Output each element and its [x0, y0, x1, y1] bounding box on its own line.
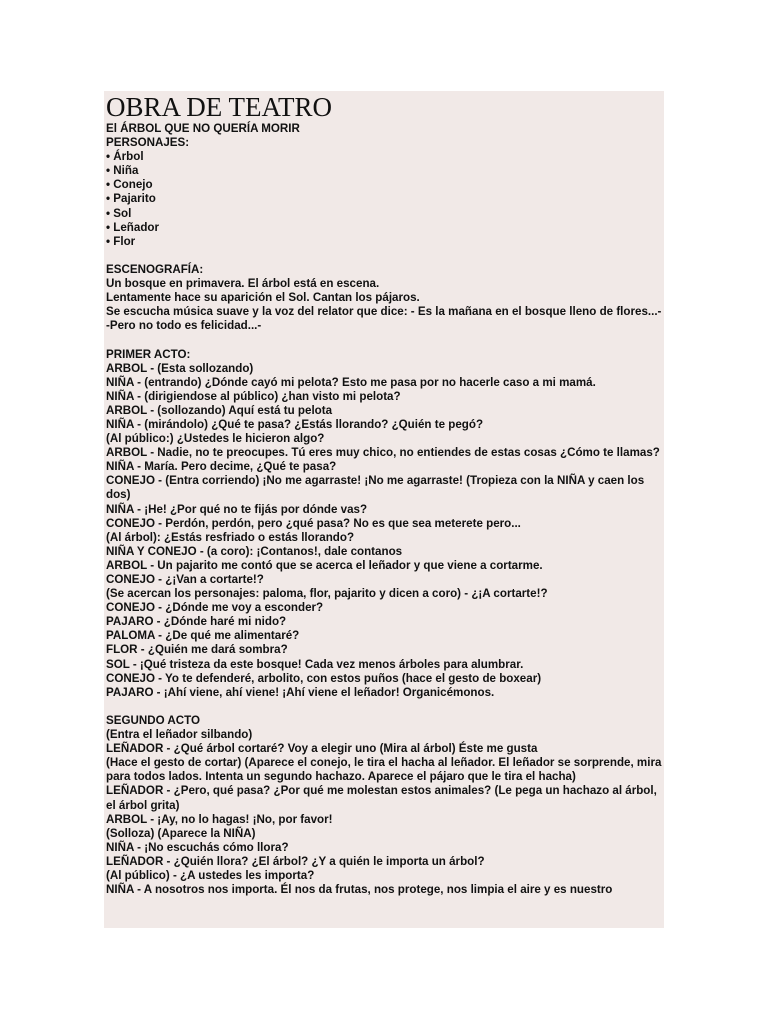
text-line: NIÑA - (dirigiendose al público) ¿han visto mi pelota? — [106, 389, 401, 403]
text-line: • Árbol — [106, 150, 144, 164]
text-line: Lentamente hace su aparición el Sol. Cantan los pájaros. — [106, 291, 420, 305]
text-line: NIÑA Y CONEJO - (a coro): ¡Contanos!, dale contanos — [106, 544, 403, 558]
text-line: (Hace el gesto de cortar) (Aparece el conejo, le tira el hacha al leñador. El leñador se sorprende, mira para todos lados. Intenta un segundo hachazo. Aparece el pájaro que le tira el hacha) — [106, 756, 665, 784]
text-line: • Conejo — [106, 178, 153, 192]
document-body — [106, 122, 665, 897]
text-line: • Niña — [106, 164, 139, 178]
text-line: El ÁRBOL QUE NO QUERÍA MORIR — [106, 122, 300, 135]
text-line: LEÑADOR - ¿Pero, qué pasa? ¿Por qué me molestan estos animales? (Le pega un hachazo al árbol, el árbol grita) — [106, 784, 661, 812]
text-line: PERSONAJES: — [106, 136, 190, 150]
blank-line — [106, 700, 662, 714]
text-line: ARBOL - (Esta sollozando) — [106, 361, 254, 375]
text-line: LEÑADOR - ¿Qué árbol cortaré? Voy a elegir uno (Mira al árbol) Éste me gusta — [106, 742, 538, 756]
text-line: (Entra el leñador silbando) — [106, 728, 253, 742]
blank-line — [106, 249, 662, 263]
text-line: CONEJO - ¿¡Van a cortarte!? — [106, 573, 264, 586]
text-line: • Leñador — [106, 220, 160, 234]
text-line: NIÑA - ¡No escuchás cómo llora? — [106, 840, 289, 854]
text-line: PAJARO - ¡Ahí viene, ahí viene! ¡Ahí viene el leñador! Organicémonos. — [106, 685, 495, 699]
text-line: (Al público) - ¿A ustedes les importa? — [106, 868, 315, 882]
text-line: (Se acercan los personajes: paloma, flor, pajarito y dicen a coro) - ¿¡A cortarte!? — [106, 587, 548, 601]
text-line: ARBOL - Nadie, no te preocupes. Tú eres muy chico, no entiendes de estas cosas ¿Cómo te llamas? — [106, 446, 660, 460]
blank-line — [106, 333, 662, 347]
text-line: ARBOL - (sollozando) Aquí está tu pelota — [106, 403, 333, 417]
text-line: Un bosque en primavera. El árbol está en escena. — [106, 277, 380, 291]
text-line: CONEJO - ¿Dónde me voy a esconder? — [106, 601, 324, 615]
text-line: CONEJO - Yo te defenderé, arbolito, con estos puños (hace el gesto de boxear) — [106, 671, 542, 685]
text-line: NIÑA - (entrando) ¿Dónde cayó mi pelota? Esto me pasa por no hacerle caso a mi mamá. — [106, 375, 596, 389]
text-line: -Pero no todo es felicidad...- — [106, 319, 262, 333]
text-line: FLOR - ¿Quién me dará sombra? — [106, 643, 288, 657]
text-line: CONEJO - (Entra corriendo) ¡No me agarraste! ¡No me agarraste! (Tropieza con la NIÑA y caen los dos) — [106, 474, 648, 502]
text-line: • Sol — [106, 206, 132, 220]
text-line: ARBOL - Un pajarito me contó que se acerca el leñador y que viene a cortarme. — [106, 558, 543, 572]
document-page — [104, 91, 664, 928]
text-line: CONEJO - Perdón, perdón, pero ¿qué pasa? No es que sea meterete pero... — [106, 516, 521, 530]
text-line: ESCENOGRAFÍA: — [106, 262, 204, 276]
text-line: ARBOL - ¡Ay, no lo hagas! ¡No, por favor! — [106, 812, 333, 826]
text-line: NIÑA - ¡He! ¿Por qué no te fijás por dónde vas? — [106, 502, 368, 516]
text-line: SOL - ¡Qué tristeza da este bosque! Cada vez menos árboles para alumbrar. — [106, 657, 524, 671]
text-line: Se escucha música suave y la voz del relator que dice: - Es la mañana en el bosque lleno de flores...- — [106, 305, 662, 319]
text-line: PAJARO - ¿Dónde haré mi nido? — [106, 615, 287, 629]
text-line: NIÑA - María. Pero decime, ¿Qué te pasa? — [106, 460, 337, 474]
document-title: OBRA DE TEATRO — [106, 92, 333, 122]
text-line: SEGUNDO ACTO — [106, 713, 201, 727]
text-line: (Al público:) ¿Ustedes le hicieron algo? — [106, 432, 325, 446]
text-line: PALOMA - ¿De qué me alimentaré? — [106, 629, 300, 643]
text-line: NIÑA - A nosotros nos importa. Él nos da frutas, nos protege, nos limpia el aire y es nuestro — [106, 883, 613, 897]
text-line: PRIMER ACTO: — [106, 347, 191, 361]
text-line: (Solloza) (Aparece la NIÑA) — [106, 826, 256, 840]
text-line: • Pajarito — [106, 192, 156, 206]
text-line: (Al árbol): ¿Estás resfriado o estás llorando? — [106, 530, 355, 544]
text-line: • Flor — [106, 234, 136, 248]
text-line: NIÑA - (mirándolo) ¿Qué te pasa? ¿Estás llorando? ¿Quién te pegó? — [106, 417, 484, 431]
text-line: LEÑADOR - ¿Quién llora? ¿El árbol? ¿Y a quién le importa un árbol? — [106, 854, 485, 868]
